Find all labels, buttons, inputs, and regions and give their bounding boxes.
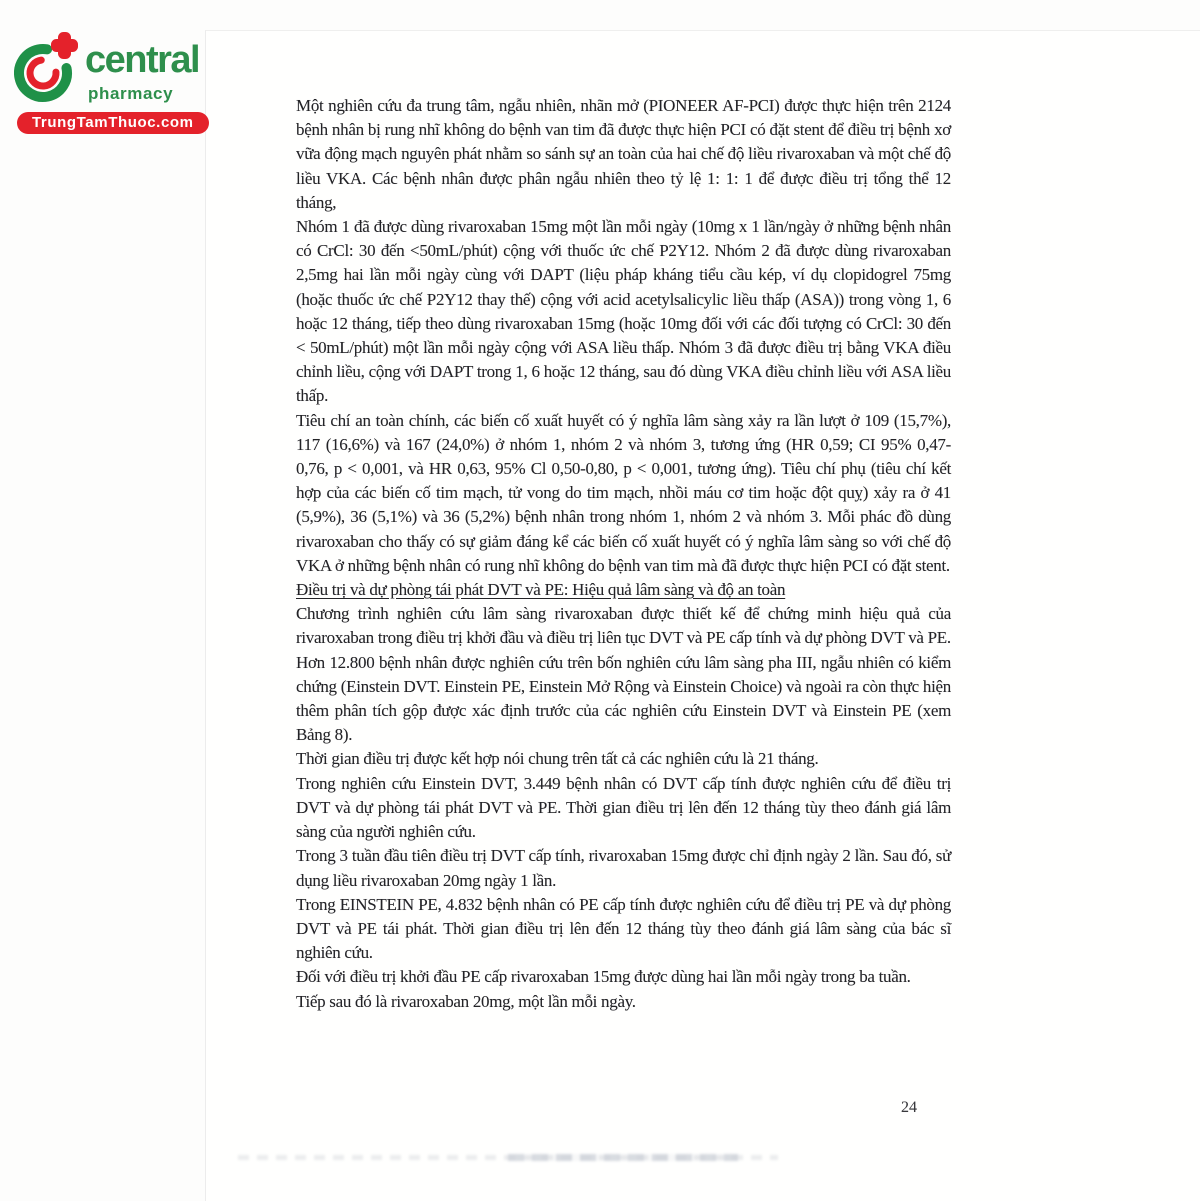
logo-subtitle: pharmacy xyxy=(88,84,174,103)
paragraph: Nhóm 1 đã được dùng rivaroxaban 15mg một lần mỗi ngày (10mg x 1 lần/ngày ở những bệnh nhân có CrCl: 30 đến <50mL/phút) cộng với thuốc ức chế P2Y12. Nhóm 2 đã được dùng rivaroxaban 2,5mg hai lần mỗi ngày cùng với DAPT (liệu pháp kháng tiểu cầu kép, ví dụ clopidogrel 75mg (hoặc thuốc ức chế P2Y12 thay thế) cộng với acid acetylsalicylic liều thấp (ASA)) trong vòng 1, 6 hoặc 12 tháng, tiếp theo dùng rivaroxaban 15mg (hoặc 10mg đối với các đối tượng có CrCl: 30 đến < 50mL/phút) một lần mỗi ngày cộng với ASA liều thấp. Nhóm 3 đã được điều trị bằng VKA điều chỉnh liều, cộng với DAPT trong 1, 6 hoặc 12 tháng, sau đó dùng VKA điều chỉnh liều với ASA liều thấp. xyxy=(296,217,951,406)
paragraph: Thời gian điều trị được kết hợp nói chung trên tất cả các nghiên cứu là 21 tháng. xyxy=(296,749,819,769)
central-pharmacy-logo[interactable] xyxy=(14,31,224,139)
logo-website-badge[interactable]: TrungTamThuoc.com xyxy=(17,112,209,134)
paragraph: Trong EINSTEIN PE, 4.832 bệnh nhân có PE cấp tính được nghiên cứu để điều trị PE và dự phòng DVT và PE tái phát. Thời gian điều trị lên đến 12 tháng tùy theo đánh giá lâm sàng của bác sĩ nghiên cứu. xyxy=(296,894,951,963)
scan-bleedthrough-artifact xyxy=(238,1154,838,1163)
paragraph: Tiếp sau đó là rivaroxaban 20mg, một lần mỗi ngày. xyxy=(296,991,636,1011)
paragraph: Trong 3 tuần đầu tiên điều trị DVT cấp tính, rivaroxaban 15mg được chỉ định ngày 2 lần. Sau đó, sử dụng liều rivaroxaban 20mg ngày 1 lần. xyxy=(296,846,951,890)
paragraph: Chương trình nghiên cứu lâm sàng rivaroxaban được thiết kế để chứng minh hiệu quả của rivaroxaban trong điều trị khởi đầu và điều trị liên tục DVT và PE cấp tính và dự phòng DVT và PE. xyxy=(296,604,951,648)
central-pharmacy-c-plus-icon xyxy=(14,31,80,105)
paragraph: Một nghiên cứu đa trung tâm, ngẫu nhiên, nhãn mở (PIONEER AF-PCI) được thực hiện trên 2124 bệnh nhân bị rung nhĩ không do bệnh van tim đã được thực hiện PCI có đặt stent để điều trị bệnh xơ vữa động mạch nguyên phát nhằm so sánh sự an toàn của hai chế độ liều rivaroxaban và một chế độ liều VKA. Các bệnh nhân được phân ngẫu nhiên theo tỷ lệ 1: 1: 1 để được điều trị tổng thể 12 tháng, xyxy=(296,96,951,212)
paragraph: Đối với điều trị khởi đầu PE cấp rivaroxaban 15mg được dùng hai lần mỗi ngày trong ba tuần. xyxy=(296,967,911,987)
paragraph: Tiêu chí an toàn chính, các biến cố xuất huyết có ý nghĩa lâm sàng xảy ra lần lượt ở 109 (15,7%), 117 (16,6%) và 167 (24,0%) ở nhóm 1, nhóm 2 và nhóm 3, tương ứng (HR 0,59; CI 95% 0,47- 0,76, p < 0,001, và HR 0,63, 95% Cl 0,50-0,80, p < 0,001, tương ứng). Tiêu chí phụ (tiêu chí kết hợp của các biến cố tim mạch, tử vong do tim mạch, nhồi máu cơ tim hoặc đột quỵ) xảy ra ở 41 (5,9%), 36 (5,1%) và 36 (5,2%) bệnh nhân trong nhóm 1, nhóm 2 và nhóm 3. Mỗi phác đồ dùng rivaroxaban cho thấy có sự giảm đáng kể các biến cố xuất huyết có ý nghĩa lâm sàng so với chế độ VKA ở những bệnh nhân có rung nhĩ không do bệnh van tim mà đã được thực hiện PCI có đặt stent. xyxy=(296,410,951,575)
paragraph: Trong nghiên cứu Einstein DVT, 3.449 bệnh nhân có DVT cấp tính được nghiên cứu để điều trị DVT và dự phòng tái phát DVT và PE. Thời gian điều trị lên đến 12 tháng tùy theo đánh giá lâm sàng của người nghiên cứu. xyxy=(296,773,951,842)
section-heading: Điều trị và dự phòng tái phát DVT và PE: Hiệu quả lâm sàng và độ an toàn xyxy=(296,580,786,600)
logo-wordmark: central xyxy=(85,39,200,81)
document-body xyxy=(296,94,951,1014)
paragraph: Hơn 12.800 bệnh nhân được nghiên cứu trên bốn nghiên cứu lâm sàng pha III, ngẫu nhiên có kiểm chứng (Einstein DVT. Einstein PE, Einstein Mở Rộng và Einstein Choice) và ngoài ra còn thực hiện thêm phân tích gộp được xác định trước của các nghiên cứu Einstein DVT và Einstein PE (xem Bảng 8). xyxy=(296,652,951,745)
page-number: 24 xyxy=(901,1099,917,1116)
